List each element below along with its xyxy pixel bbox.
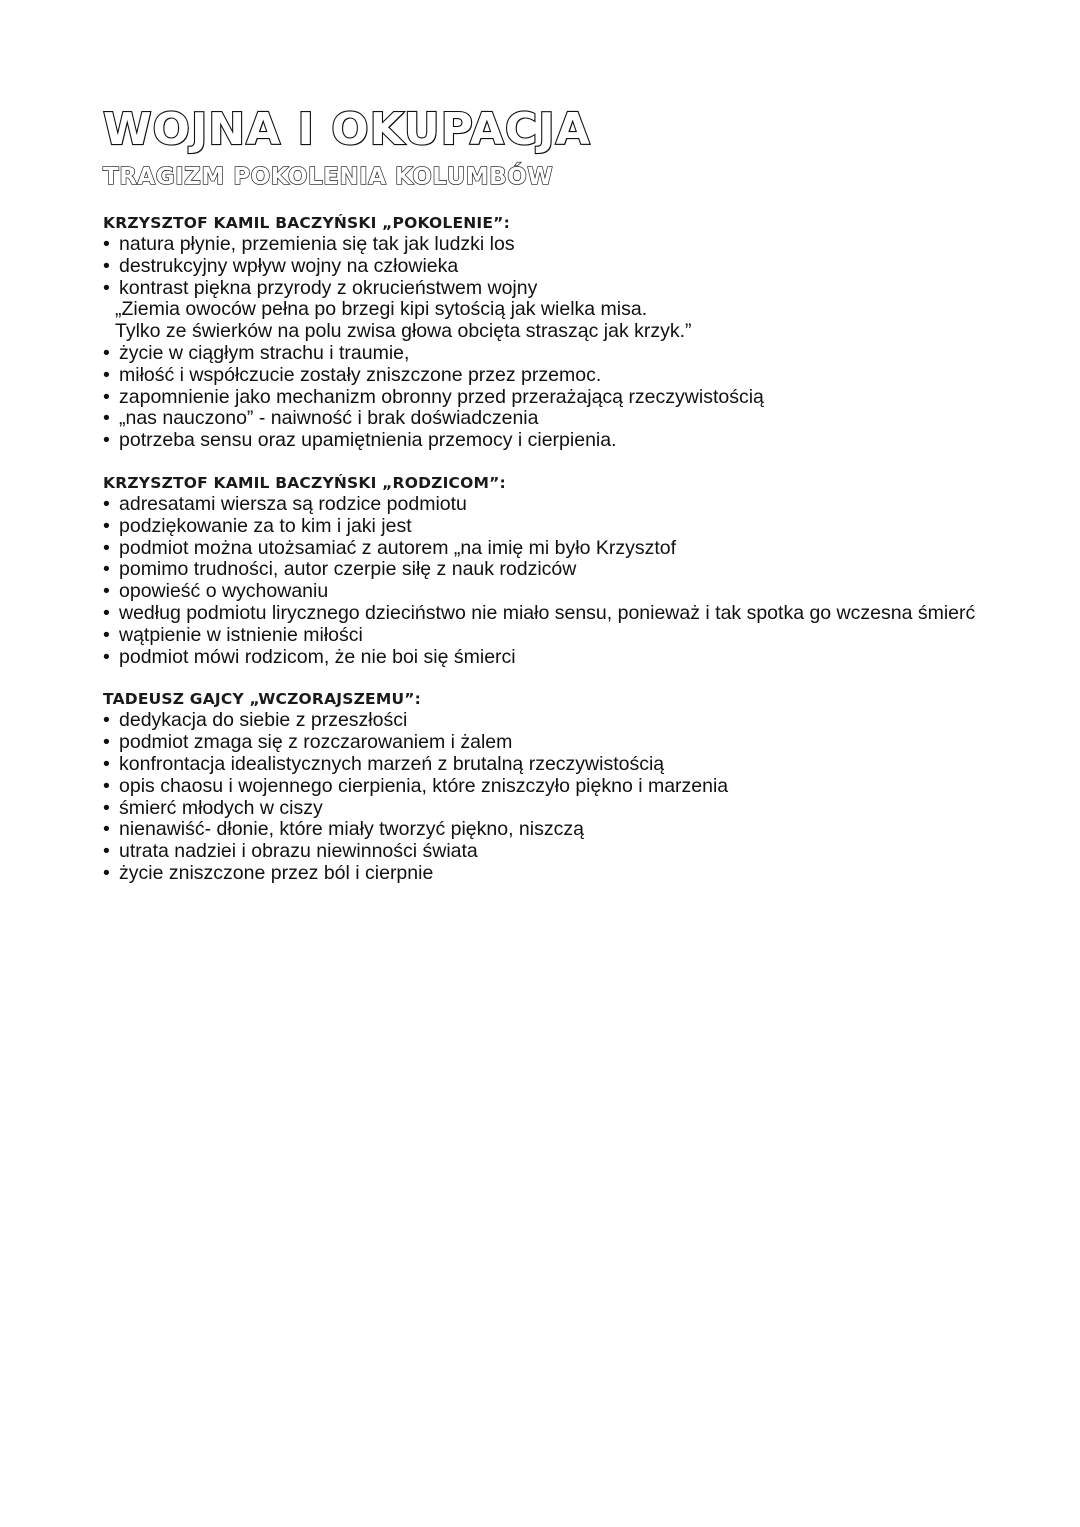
bullet-icon: • (103, 774, 110, 797)
list-item: • opis chaosu i wojennego cierpienia, które zniszczyło piękno i marzenia (103, 774, 729, 797)
list-item: • konfrontacja idealistycznych marzeń z brutalną rzeczywistością (103, 752, 665, 775)
list-item: • potrzeba sensu oraz upamiętnienia przemocy i cierpienia. (103, 429, 617, 452)
bullet-icon: • (103, 752, 110, 775)
list-item: • podmiot mówi rodzicom, że nie boi się śmierci (103, 645, 516, 668)
bullet-list (103, 234, 1003, 299)
bullet-list (103, 343, 1003, 452)
document-page (103, 104, 1003, 885)
bullet-icon: • (103, 341, 110, 364)
bullet-icon: • (103, 429, 110, 452)
bullet-list (103, 710, 1003, 884)
list-item: • podmiot zmaga się z rozczarowaniem i żalem (103, 731, 513, 754)
bullet-icon: • (103, 623, 110, 646)
section-heading: KRZYSZTOF KAMIL BACZYŃSKI „RODZICOM”: (103, 473, 506, 492)
list-item: • nienawiść- dłonie, które miały tworzyć piękno, niszczą (103, 818, 584, 841)
list-item: • zapomnienie jako mechanizm obronny przed przerażającą rzeczywistością (103, 385, 764, 408)
section-wczorajszemu (103, 688, 1003, 884)
bullet-icon: • (103, 731, 110, 754)
bullet-icon: • (103, 558, 110, 581)
list-item: • śmierć młodych w ciszy (103, 796, 323, 819)
bullet-icon: • (103, 276, 110, 299)
bullet-icon: • (103, 254, 110, 277)
page-subtitle: TRAGIZM POKOLENIA KOLUMBÓW (103, 164, 554, 190)
quote-line: „Ziemia owoców pełna po brzegi kipi sytością jak wielka misa. (115, 298, 648, 321)
list-item: • destrukcyjny wpływ wojny na człowieka (103, 254, 459, 277)
list-item: • wątpienie w istnienie miłości (103, 623, 363, 646)
list-item: • życie zniszczone przez ból i cierpnie (103, 861, 434, 884)
section-heading: TADEUSZ GAJCY „WCZORAJSZEMU”: (103, 690, 422, 709)
bullet-icon: • (103, 818, 110, 841)
poem-quote (103, 299, 1003, 343)
list-item: • opowieść o wychowaniu (103, 580, 329, 603)
bullet-icon: • (103, 363, 110, 386)
list-item: • miłość i współczucie zostały zniszczone przez przemoc. (103, 363, 602, 386)
bullet-icon: • (103, 601, 110, 624)
list-item: • według podmiotu lirycznego dzieciństwo nie miało sensu, ponieważ i tak spotka go wczesna śmierć (103, 601, 976, 624)
bullet-icon: • (103, 796, 110, 819)
bullet-icon: • (103, 233, 110, 255)
list-item: • dedykacja do siebie z przeszłości (103, 709, 408, 732)
list-item: • „nas nauczono” - naiwność i brak doświadczenia (103, 407, 539, 430)
list-item: • podmiot można utożsamiać z autorem „na imię mi było Krzysztof (103, 536, 677, 559)
bullet-list (103, 494, 1003, 668)
bullet-icon: • (103, 492, 110, 515)
list-item: • natura płynie, przemienia się tak jak ludzki los (103, 233, 515, 255)
list-item: • podziękowanie za to kim i jaki jest (103, 514, 412, 537)
bullet-icon: • (103, 580, 110, 603)
list-item: • kontrast piękna przyrody z okrucieństwem wojny (103, 276, 538, 299)
list-item: • utrata nadziei i obrazu niewinności świata (103, 840, 478, 863)
bullet-icon: • (103, 514, 110, 537)
bullet-icon: • (103, 536, 110, 559)
list-item: • życie w ciągłym strachu i traumie, (103, 341, 410, 364)
bullet-icon: • (103, 861, 110, 884)
bullet-icon: • (103, 407, 110, 430)
bullet-icon: • (103, 709, 110, 732)
quote-line: Tylko ze świerków na polu zwisa głowa obcięta strasząc jak krzyk.” (115, 320, 692, 343)
list-item: • pomimo trudności, autor czerpie siłę z nauk rodziców (103, 558, 577, 581)
page-title: WOJNA I OKUPACJA (103, 104, 591, 155)
section-rodzicom (103, 472, 1003, 668)
bullet-icon: • (103, 645, 110, 668)
section-heading: KRZYSZTOF KAMIL BACZYŃSKI „POKOLENIE”: (103, 214, 510, 232)
section-pokolenie (103, 212, 1003, 452)
bullet-icon: • (103, 840, 110, 863)
bullet-icon: • (103, 385, 110, 408)
list-item: • adresatami wiersza są rodzice podmiotu (103, 492, 467, 515)
